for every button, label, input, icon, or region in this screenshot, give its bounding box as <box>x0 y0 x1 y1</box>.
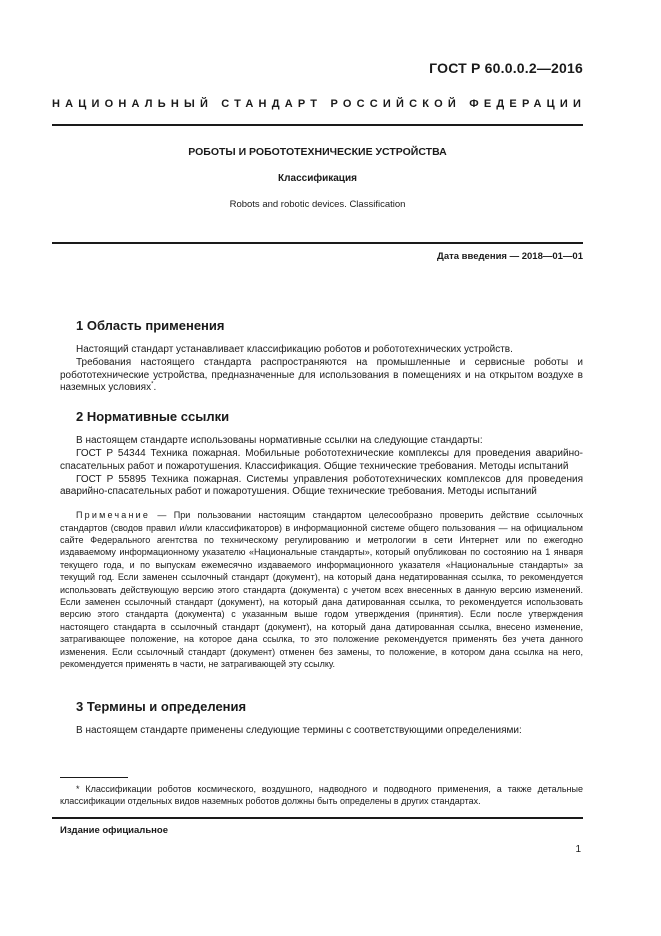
document-subtitle: Классификация <box>278 173 357 184</box>
section-1-paragraph-2 <box>60 357 583 395</box>
section-3-title: 3 Термины и определения <box>76 699 247 715</box>
reference-gost-54344: ГОСТ Р 54344 Техника пожарная. Мобильные робототехнические комплексы для проведения аварийно-спасательных работ и пожаротушения. Классификация. Общие технические требования. Методы испытаний <box>60 447 583 472</box>
document-title: РОБОТЫ И РОБОТОТЕХНИЧЕСКИЕ УСТРОЙСТВА <box>188 146 447 158</box>
middle-divider <box>52 242 583 244</box>
reference-gost-55895: ГОСТ Р 55895 Техника пожарная. Системы управления робототехнических комплексов для проведения аварийно-спасательных работ и пожаротушения. Общие технические требования. Методы испытаний <box>60 473 583 498</box>
section-2-paragraph-1: В настоящем стандарте использованы нормативные ссылки на следующие стандарты: <box>76 435 483 447</box>
document-body <box>60 318 583 738</box>
section-3-paragraph-1: В настоящем стандарте применены следующие термины с соответствующими определениями: <box>76 725 522 737</box>
document-title-english: Robots and robotic devices. Classification <box>229 199 406 210</box>
section-1-paragraph-2-end: . <box>153 382 157 394</box>
footnote-marker: * <box>151 382 154 389</box>
page-number: 1 <box>575 844 581 855</box>
section-1-paragraph-1: Настоящий стандарт устанавливает классификацию роботов и робототехнических устройств. <box>76 344 513 355</box>
section-1-title: 1 Область применения <box>76 318 225 333</box>
national-standard-heading: НАЦИОНАЛЬНЫЙ СТАНДАРТ РОССИЙСКОЙ ФЕДЕРАЦИИ <box>52 98 587 110</box>
bottom-divider <box>52 817 583 819</box>
section-1-paragraph-2-text: Требования настоящего стандарта распространяются на промышленные и сервисные роботы и робототехнические устройства, предназначенные для использования в помещениях и на открытом воздухе в наземных условиях <box>60 356 583 394</box>
official-edition-label: Издание официальное <box>60 825 168 836</box>
note-text: — При пользовании настоящим стандартом целесообразно проверить действие ссылочных стандартов (сводов правил и/или классификаторов) в информационной системе общего пользования — на официальном сайте Федерального агентства по техническому регулированию и метрологии в сети Интернет или по ежегодно издаваемому информационному указателю «Национальные стандарты», который опубликован по состоянию на 1 января текущего года, и по выпускам ежемесячно издаваемого информационного указателя «Национальные стандарты» за текущий год. Если заменен ссылочный стандарт (документ), на который дана недатированная ссылка, то рекомендуется использовать действующую версию этого стандарта (документа) с учетом всех внесенных в данную версию изменений. Если заменен ссылочный стандарт (документ), на который дана датированная ссылка, то рекомендуется использовать версию этого стандарта (документа) с указанным выше годом утверждения (принятия). Если после утверждения настоящего стандарта в ссылочный стандарт (документ), на который дана датированная ссылка, внесено изменение, затрагивающее положение, на которое дана ссылка, то это положение рекомендуется применять без учета данного изменения. Если ссылочный стандарт (документ) отменен без замены, то положение, в котором дана ссылка на него, рекомендуется применять в части, не затрагивающей эту ссылку. <box>60 510 583 670</box>
top-divider <box>52 124 583 126</box>
section-2-note <box>60 509 583 670</box>
footnote: * Классификации роботов космического, воздушного, надводного и подводного применения, а также детальные классификации отдельных видов наземных роботов должны быть определены в других стандартах. <box>60 784 583 806</box>
introduction-date: Дата введения — 2018—01—01 <box>437 251 583 262</box>
note-label: Примечание <box>76 510 151 521</box>
gost-code: ГОСТ Р 60.0.0.2—2016 <box>429 60 583 76</box>
footnote-divider <box>60 777 128 778</box>
section-2-title: 2 Нормативные ссылки <box>76 409 230 425</box>
